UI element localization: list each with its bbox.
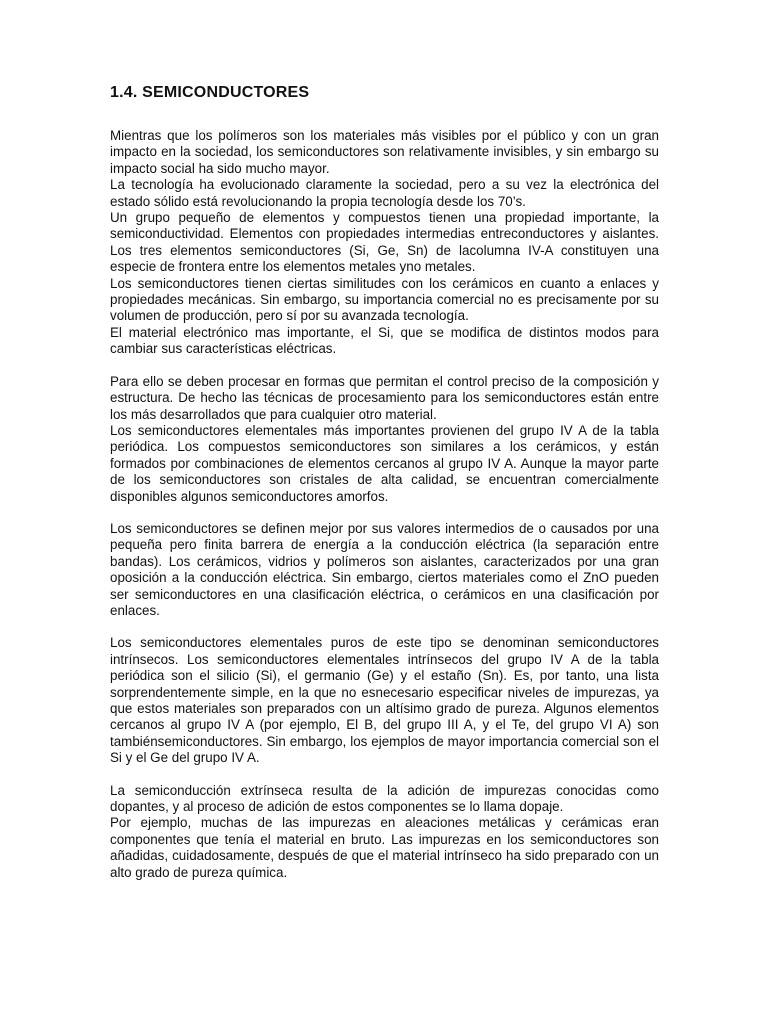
paragraph: Por ejemplo, muchas de las impurezas en aleaciones metálicas y cerámicas eran componentes que tenía el material en bruto. Las impurezas en los semiconductores son añadidas, cuidadosamente, después de que el material intrínseco ha sido preparado con un alto grado de pureza química. <box>110 815 659 880</box>
paragraph: Los semiconductores elementales puros de este tipo se denominan semiconductores intrínsecos. Los semiconductores elementales intrínsecos del grupo IV A de la tabla periódica son el silicio (Si), el germanio (Ge) y el estaño (Sn). Es, por tanto, una lista sorprendentemente simple, en la que no esnecesario especificar niveles de impurezas, ya que estos materiales son preparados con un altísimo grado de pureza. Algunos elementos cercanos al grupo IV A (por ejemplo, El B, del grupo III A, y el Te, del grupo VI A) son tambiénsemiconductores. Sin embargo, los ejemplos de mayor importancia comercial son el Si y el Ge del grupo IV A. <box>110 635 659 766</box>
paragraph: Los semiconductores se definen mejor por sus valores intermedios de o causados por una pequeña pero finita barrera de energía a la conducción eléctrica (la separación entre bandas). Los cerámicos, vidrios y polímeros son aislantes, caracterizados por una gran oposición a la conducción eléctrica. Sin embargo, ciertos materiales como el ZnO pueden ser semiconductores en una clasificación eléctrica, o cerámicos en una clasificación por enlaces. <box>110 520 659 618</box>
paragraph: La tecnología ha evolucionado claramente la sociedad, pero a su vez la electrónica del estado sólido está revolucionando la propia tecnología desde los 70’s. <box>110 177 659 209</box>
paragraph: Un grupo pequeño de elementos y compuestos tienen una propiedad importante, la semiconductividad. Elementos con propiedades intermedias entreconductores y aislantes. Los tres elementos semiconductores (Si, Ge, Sn) de lacolumna IV-A constituyen una especie de frontera entre los elementos metales yno metales. <box>110 210 659 275</box>
paragraph: El material electrónico mas importante, el Si, que se modifica de distintos modos para cambiar sus características eléctricas. <box>110 324 659 357</box>
paragraph: Los semiconductores elementales más importantes provienen del grupo IV A de la tabla periódica. Los compuestos semiconductores son similares a los cerámicos, y están formados por combinaciones de elementos cercanos al grupo IV A. Aunque la mayor parte de los semiconductores son cristales de alta calidad, se encuentran comercialmente disponibles algunos semiconductores amorfos. <box>110 422 659 504</box>
paragraph: La semiconducción extrínseca resulta de la adición de impurezas conocidas como dopantes, y al proceso de adición de estos componentes se lo llama dopaje. <box>110 782 659 815</box>
paragraph: Para ello se deben procesar en formas que permitan el control preciso de la composición y estructura. De hecho las técnicas de procesamiento para los semiconductores están entre los más desarrollados que para cualquier otro material. <box>110 373 659 422</box>
section-heading: 1.4. SEMICONDUCTORES <box>110 84 310 101</box>
paragraph: Los semiconductores tienen ciertas similitudes con los cerámicos en cuanto a enlaces y propiedades mecánicas. Sin embargo, su importancia comercial no es precisamente por su volumen de producción, pero sí por su avanzada tecnología. <box>110 275 659 324</box>
document-page <box>110 84 659 881</box>
paragraph: Mientras que los polímeros son los materiales más visibles por el público y con un gran impacto en la sociedad, los semiconductores son relativamente invisibles, y sin embargo su impacto social ha sido mucho mayor. <box>110 128 659 176</box>
